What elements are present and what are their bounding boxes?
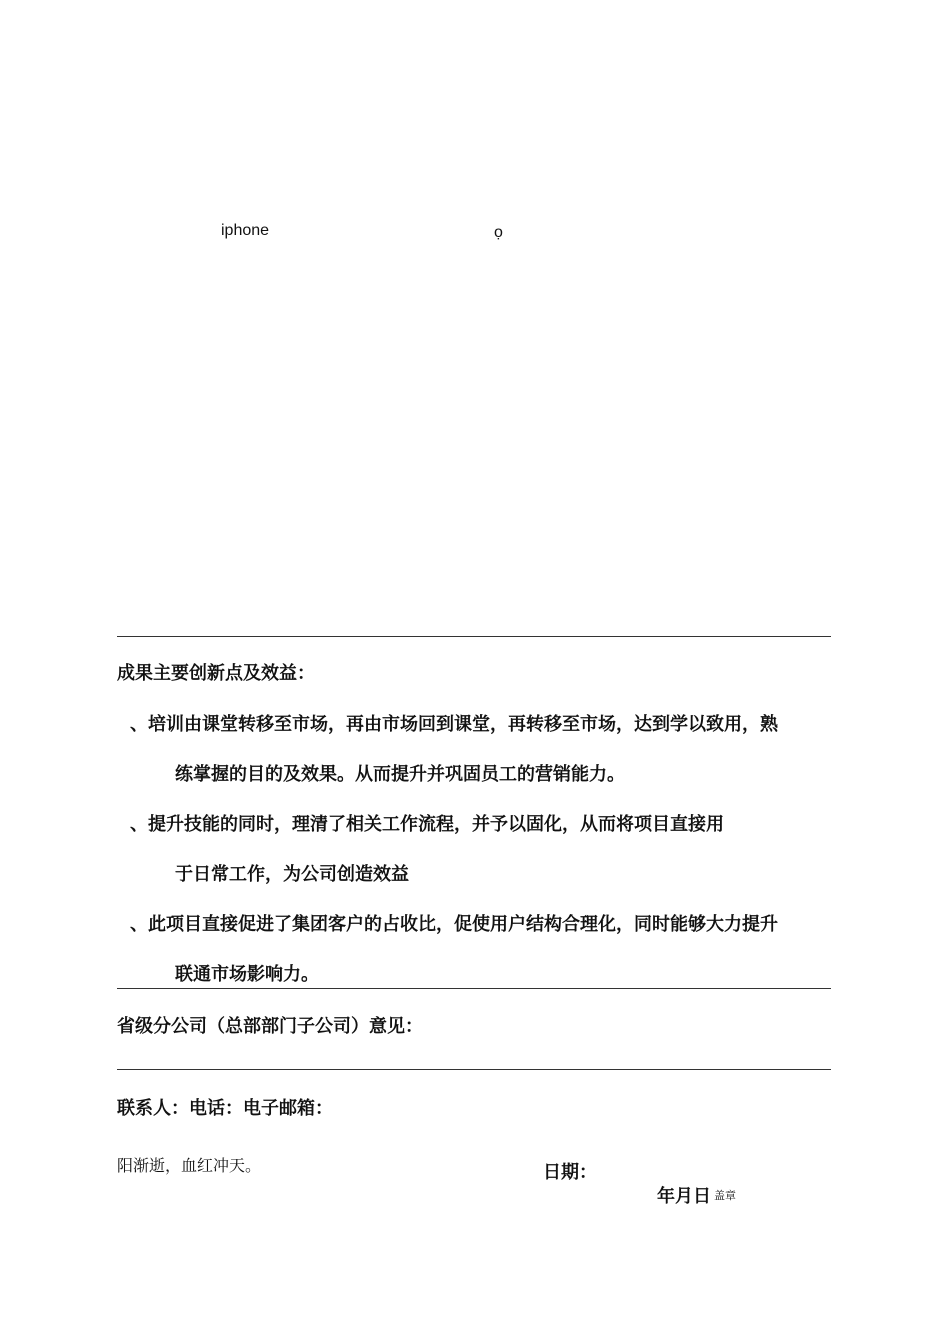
achievement-item-2-line1: 、提升技能的同时，理清了相关工作流程，并予以固化，从而将项目直接用 xyxy=(130,814,724,835)
date-label: 日期： xyxy=(543,1162,597,1183)
achievement-item-1-line2: 练掌握的目的及效果。从而提升并巩固员工的营销能力。 xyxy=(175,764,625,785)
divider-opinion xyxy=(117,988,831,989)
divider-contact xyxy=(117,1069,831,1070)
achievement-item-1-line1: 、培训由课堂转移至市场，再由市场回到课堂，再转移至市场，达到学以致用，熟 xyxy=(130,714,778,735)
achievement-item-2-line2: 于日常工作，为公司创造效益 xyxy=(175,864,409,885)
opinion-heading: 省级分公司（总部部门子公司）意见： xyxy=(117,1016,423,1037)
achievements-heading: 成果主要创新点及效益： xyxy=(117,663,315,684)
date-format: 年月日 xyxy=(657,1186,711,1207)
divider-top xyxy=(117,636,831,637)
contact-label: 联系人：电话：电子邮箱： xyxy=(117,1098,333,1119)
achievement-item-3-line1: 、此项目直接促进了集团客户的占收比，促使用户结构合理化，同时能够大力提升 xyxy=(130,914,778,935)
achievement-item-3-line2: 联通市场影响力。 xyxy=(175,964,319,985)
stray-text: 阳渐逝，血红冲天。 xyxy=(117,1156,262,1175)
stray-char: ọ xyxy=(494,224,503,241)
seal-suffix: 盖章 xyxy=(714,1189,736,1202)
iphone-text: iphone xyxy=(221,222,270,239)
